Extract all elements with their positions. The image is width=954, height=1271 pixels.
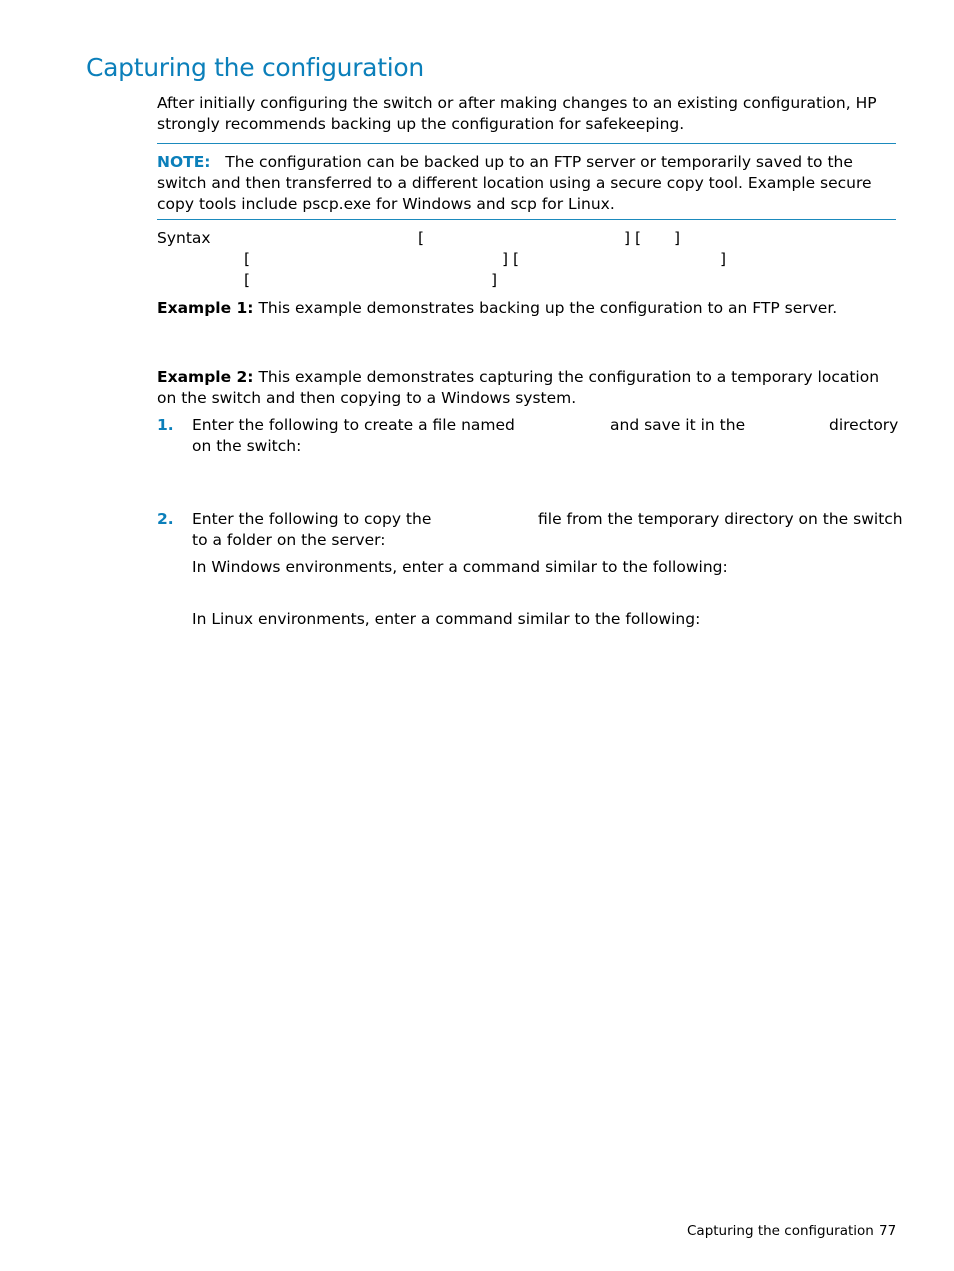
- syntax-bracket: [: [244, 250, 251, 268]
- syntax-bracket: ]: [491, 271, 498, 289]
- step-2-linux-text: In Linux environments, enter a command similar to the following:: [192, 610, 701, 628]
- syntax-bracket: ]: [674, 229, 681, 247]
- syntax-label: Syntax: [157, 229, 211, 247]
- note-text: The configuration can be backed up to an FTP server or temporarily saved to the switch and then transferred to a different location using a secure copy tool. Example secure copy tools include pscp.exe for Windows and scp for Linux.: [157, 153, 872, 213]
- syntax-bracket: [: [418, 229, 425, 247]
- step-2-text-b: file from the temporary directory on the switch: [538, 510, 903, 528]
- step-2-number: 2.: [157, 510, 174, 528]
- step-2-text-c: to a folder on the server:: [192, 531, 386, 549]
- note-block: [157, 152, 897, 215]
- step-1-number: 1.: [157, 416, 174, 434]
- note-label: NOTE:: [157, 153, 211, 171]
- syntax-bracket: ]: [720, 250, 727, 268]
- step-1-text-b: and save it in the: [610, 416, 746, 434]
- step-1-text-a: Enter the following to create a file named: [192, 416, 515, 434]
- syntax-bracket: ] [: [502, 250, 520, 268]
- step-1-text-c: directory: [829, 416, 899, 434]
- note-bottom-divider: [157, 219, 896, 220]
- example-1-text: This example demonstrates backing up the configuration to an FTP server.: [258, 299, 838, 317]
- footer-page-number: 77: [879, 1223, 897, 1239]
- step-2-windows-text: In Windows environments, enter a command similar to the following:: [192, 558, 728, 576]
- example-1-label: Example 1:: [157, 299, 254, 317]
- syntax-bracket: ] [: [624, 229, 642, 247]
- example-2: [157, 367, 897, 409]
- syntax-bracket: [: [244, 271, 251, 289]
- example-2-text: This example demonstrates capturing the configuration to a temporary location on the switch and then copying to a Windows system.: [157, 368, 880, 407]
- step-2-text-a: Enter the following to copy the: [192, 510, 432, 528]
- step-1-text-d: on the switch:: [192, 437, 302, 455]
- note-top-divider: [157, 143, 896, 144]
- footer-section-title: Capturing the configuration: [687, 1223, 874, 1239]
- example-1: [157, 298, 897, 319]
- intro-paragraph: After initially configuring the switch or after making changes to an existing configuration, HP strongly recommends backing up the configuration for safekeeping.: [157, 94, 877, 133]
- example-2-label: Example 2:: [157, 368, 254, 386]
- page-title: Capturing the configuration: [86, 53, 424, 82]
